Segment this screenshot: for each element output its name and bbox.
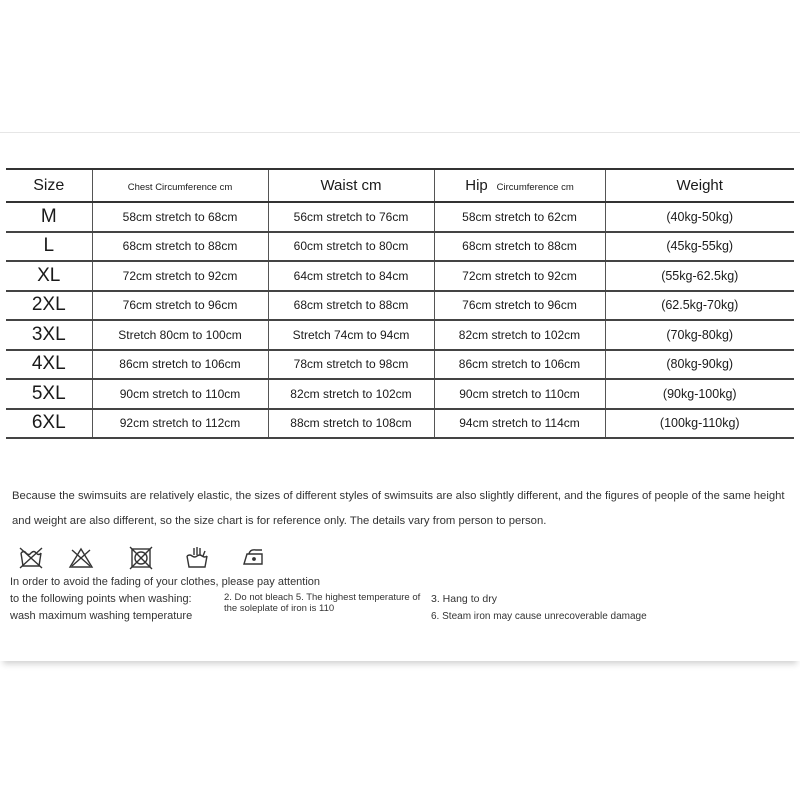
care-item-6: 6. Steam iron may cause unrecoverable damage (431, 611, 647, 622)
waist-cell: 64cm stretch to 84cm (268, 261, 434, 291)
header-waist (268, 169, 434, 202)
low-iron-icon (240, 546, 266, 570)
no-bleach-icon (68, 546, 94, 570)
header-chest (92, 169, 268, 202)
size-table-body (6, 202, 794, 438)
table-row (6, 379, 794, 409)
hip-cell: 90cm stretch to 110cm (434, 379, 605, 409)
hip-cell: 82cm stretch to 102cm (434, 320, 605, 350)
header-hip-sub: Circumference cm (496, 181, 574, 193)
weight-cell: (80kg-90kg) (605, 350, 794, 380)
size-cell: XL (6, 261, 92, 291)
header-weight (605, 169, 794, 202)
header-hip-label: Hip (465, 176, 488, 194)
hip-cell: 58cm stretch to 62cm (434, 202, 605, 232)
hip-cell: 86cm stretch to 106cm (434, 350, 605, 380)
size-cell: L (6, 232, 92, 262)
washing-instructions (10, 574, 421, 622)
size-cell: 6XL (6, 409, 92, 439)
size-cell: 3XL (6, 320, 92, 350)
hip-cell: 72cm stretch to 92cm (434, 261, 605, 291)
header-size: Size (6, 169, 92, 202)
waist-cell: 56cm stretch to 76cm (268, 202, 434, 232)
table-row (6, 261, 794, 291)
care-item-3: 3. Hang to dry (431, 593, 497, 605)
header-hip (434, 169, 605, 202)
weight-cell: (45kg-55kg) (605, 232, 794, 262)
weight-cell: (70kg-80kg) (605, 320, 794, 350)
waist-cell: Stretch 74cm to 94cm (268, 320, 434, 350)
table-row (6, 350, 794, 380)
size-cell: 5XL (6, 379, 92, 409)
waist-cell: 82cm stretch to 102cm (268, 379, 434, 409)
wash-line-3: wash maximum washing temperature (10, 610, 193, 622)
weight-cell: (40kg-50kg) (605, 202, 794, 232)
header-chest-label: Chest Circumference cm (127, 181, 233, 193)
chest-cell: 76cm stretch to 96cm (92, 291, 268, 321)
wash-line-2: to the following points when washing: (10, 593, 192, 605)
size-cell: 4XL (6, 350, 92, 380)
waist-cell: 88cm stretch to 108cm (268, 409, 434, 439)
wash-line-1: In order to avoid the fading of your clothes, please pay attention (10, 576, 321, 588)
size-disclaimer: Because the swimsuits are relatively elastic, the sizes of different styles of swimsuits are also slightly different, and the figures of people of the same height and weight are also different, so the size chart is for reference only. The details vary from person to person. (12, 490, 785, 527)
header-waist-label: Waist cm (320, 176, 382, 194)
weight-cell: (55kg-62.5kg) (605, 261, 794, 291)
weight-cell: (100kg-110kg) (605, 409, 794, 439)
table-header-row (6, 169, 794, 202)
waist-cell: 68cm stretch to 88cm (268, 291, 434, 321)
care-item-2: 2. Do not bleach 5. The highest temperature of the soleplate of iron is 110 (224, 592, 421, 614)
hip-cell: 94cm stretch to 114cm (434, 409, 605, 439)
chest-cell: 68cm stretch to 88cm (92, 232, 268, 262)
chest-cell: 90cm stretch to 110cm (92, 379, 268, 409)
chest-cell: 58cm stretch to 68cm (92, 202, 268, 232)
chest-cell: 72cm stretch to 92cm (92, 261, 268, 291)
hip-cell: 68cm stretch to 88cm (434, 232, 605, 262)
table-row (6, 232, 794, 262)
chest-cell: 86cm stretch to 106cm (92, 350, 268, 380)
weight-cell: (90kg-100kg) (605, 379, 794, 409)
table-row (6, 291, 794, 321)
waist-cell: 78cm stretch to 98cm (268, 350, 434, 380)
chest-cell: 92cm stretch to 112cm (92, 409, 268, 439)
table-row (6, 320, 794, 350)
hip-cell: 76cm stretch to 96cm (434, 291, 605, 321)
size-cell: 2XL (6, 291, 92, 321)
waist-cell: 60cm stretch to 80cm (268, 232, 434, 262)
table-row (6, 202, 794, 232)
no-tumble-dry-icon (128, 546, 154, 570)
weight-cell: (62.5kg-70kg) (605, 291, 794, 321)
chest-cell: Stretch 80cm to 100cm (92, 320, 268, 350)
hand-wash-icon (184, 546, 210, 570)
size-cell: M (6, 202, 92, 232)
no-wash-icon (18, 546, 44, 570)
table-row (6, 409, 794, 439)
size-table (6, 168, 794, 439)
header-weight-label: Weight (676, 176, 723, 194)
